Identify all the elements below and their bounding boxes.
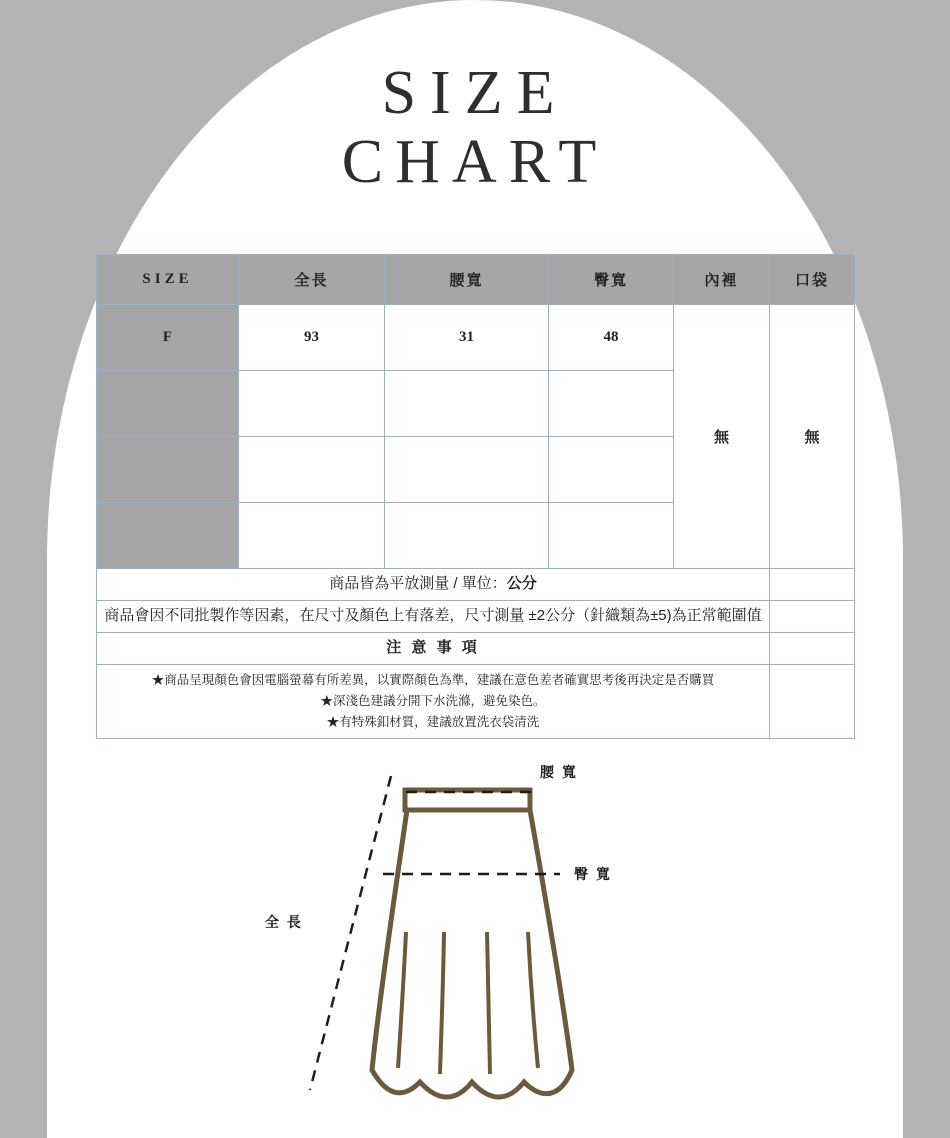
cell-length-4 [239,503,385,569]
note-measure [97,569,770,601]
note-measure-unit: 公分 [506,575,537,593]
cell-waist-3 [385,437,549,503]
note-caution-body [97,665,770,739]
header-length: 全長 [239,255,385,305]
cell-pocket: 無 [770,305,855,569]
cell-waist-2 [385,371,549,437]
label-waist: 腰 寬 [540,764,578,780]
cell-hip-2 [549,371,674,437]
label-length: 全 長 [265,914,303,930]
cell-length-2 [239,371,385,437]
caution-line-2: ★深淺色建議分開下水洗滌，避免染色。 [320,693,546,708]
row-label-3 [97,437,239,503]
title-line-1: SIZE [381,59,569,127]
note-measure-prefix: 商品皆為平放測量 / 單位： [329,575,507,593]
row-label-2 [97,371,239,437]
header-waist: 腰寬 [385,255,549,305]
skirt-pleat-1 [398,932,406,1068]
cell-lining: 無 [674,305,770,569]
caution-line-1: ★商品呈現顏色會因電腦螢幕有所差異，以實際顏色為準，建議在意色差者確實思考後再決定是否購買 [151,672,715,687]
cell-hip-f: 48 [549,305,674,371]
caution-line-3: ★有特殊釦材質，建議放置洗衣袋清洗 [326,715,540,730]
note-row-caution-title [97,633,855,665]
header-lining: 內裡 [674,255,770,305]
cell-hip-4 [549,503,674,569]
title-line-2: CHART [341,128,609,196]
note-caution-title: 注 意 事 項 [97,633,770,665]
skirt-pleat-4 [528,932,538,1068]
cell-waist-4 [385,503,549,569]
cell-waist-f: 31 [385,305,549,371]
page-title [0,59,950,200]
note-sidefill-2 [770,601,855,633]
label-hip: 臀 寬 [574,866,612,882]
size-chart-table-wrap [96,254,854,739]
header-hip: 臀寬 [549,255,674,305]
note-row-caution-body [97,665,855,739]
cell-length-f: 93 [239,305,385,371]
note-tolerance: 商品會因不同批製作等因素，在尺寸及顏色上有落差，尺寸測量 ±2公分（針織類為±5)為正常範圍值 [97,601,770,633]
size-chart-table [96,254,855,739]
row-label-4 [97,503,239,569]
note-sidefill-4 [770,665,855,739]
skirt-pleat-3 [487,932,490,1074]
note-sidefill-3 [770,633,855,665]
skirt-pleat-2 [440,932,444,1074]
cell-hip-3 [549,437,674,503]
header-pocket: 口袋 [770,255,855,305]
table-header-row [97,255,855,305]
row-label-f: F [97,305,239,371]
skirt-diagram [0,752,950,1138]
note-row-measure [97,569,855,601]
table-row [97,305,855,371]
length-guide-line [310,776,391,1090]
note-row-tolerance [97,601,855,633]
header-size: SIZE [97,255,239,305]
cell-length-3 [239,437,385,503]
skirt-body-shape [372,810,572,1097]
skirt-diagram-svg [0,752,950,1138]
note-sidefill-1 [770,569,855,601]
